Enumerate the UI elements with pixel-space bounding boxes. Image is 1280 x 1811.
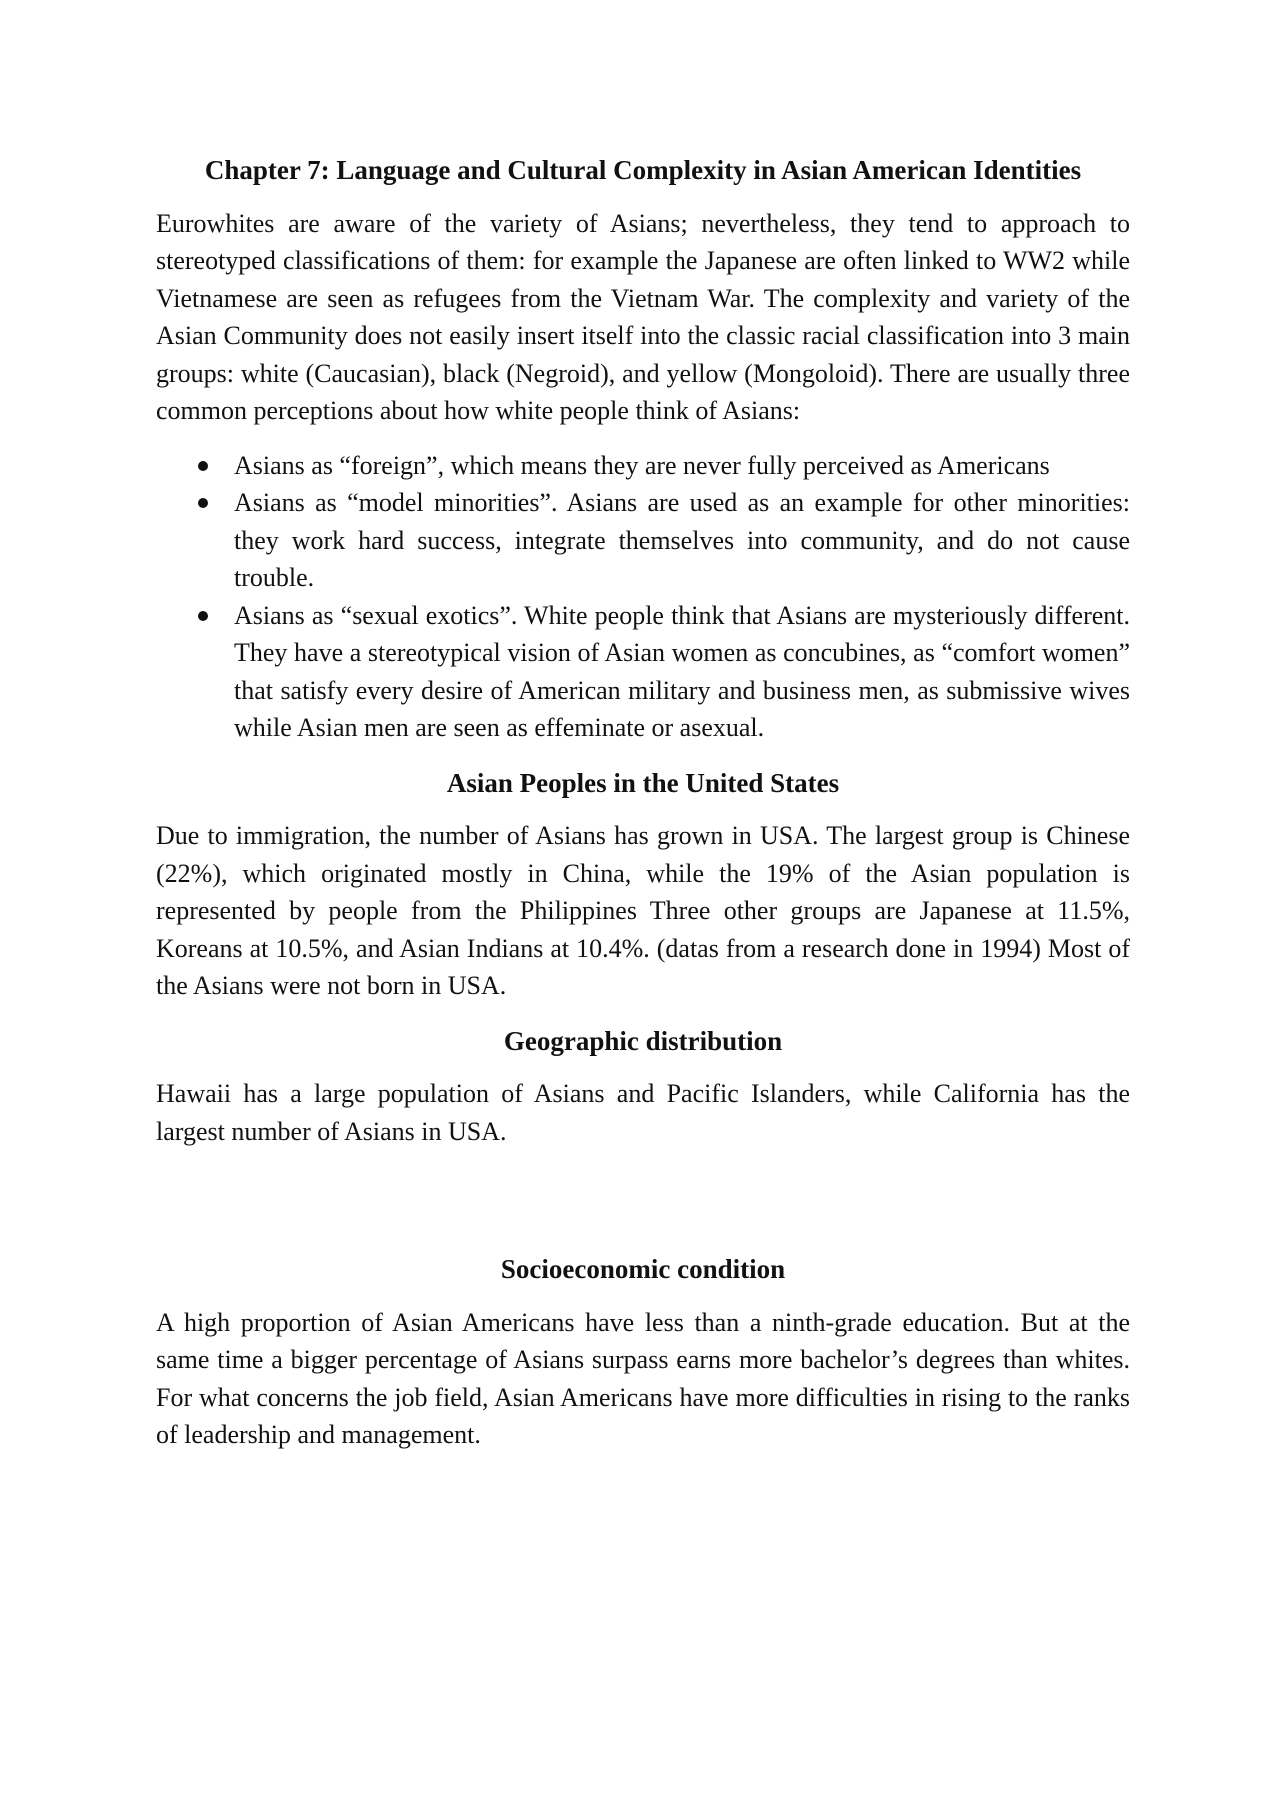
intro-paragraph: Eurowhites are aware of the variety of Asians; nevertheless, they tend to approach to stereotyped classifications of them: for example the Japanese are often linked to WW2 while Vietnamese are seen as refugees from the Vietnam War. The complexity and variety of the Asian Community does not easily insert itself into the classic racial classification into 3 main groups: white (Caucasian), black (Negroid), and yellow (Mongoloid). There are usually three common perceptions about how white people think of Asians: — [156, 208, 1130, 425]
list-item-text: Asians as “model minorities”. Asians are used as an example for other minorities: they work hard success, integrate themselves into community, and do not cause trouble. — [234, 488, 1130, 592]
list-item-text: Asians as “sexual exotics”. White people think that Asians are mysteriously different. They have a stereotypical vision of Asian women as concubines, as “comfort women” that satisfy every desire of American military and business men, as submissive wives while Asian men are seen as effeminate or asexual. — [234, 600, 1130, 742]
bullet-icon — [198, 611, 208, 621]
bullet-icon — [198, 461, 208, 471]
section-body-socioeconomic: A high proportion of Asian Americans have less than a ninth-grade education. But at the same time a bigger percentage of Asians surpass earns more bachelor’s degrees than whites. For what concerns the job field, Asian Americans have more difficulties in rising to the ranks of leadership and management. — [156, 1307, 1130, 1449]
list-item — [156, 484, 1130, 597]
document-page — [156, 152, 1130, 1454]
section-heading-geographic: Geographic distribution — [503, 1025, 783, 1056]
list-item — [156, 597, 1130, 747]
list-item-text: Asians as “foreign”, which means they are never fully perceived as Americans — [234, 450, 1050, 480]
bullet-icon — [198, 498, 208, 508]
section-heading-asian-peoples: Asian Peoples in the United States — [446, 767, 840, 798]
section-heading-socioeconomic: Socioeconomic condition — [500, 1254, 786, 1284]
perceptions-list — [156, 447, 1130, 747]
section-body-asian-peoples: Due to immigration, the number of Asians has grown in USA. The largest group is Chinese (22%), which originated mostly in China, while the 19% of the Asian population is represented by people from the Philippines Three other groups are Japanese at 11.5%, Koreans at 10.5%, and Asian Indians at 10.4%. (datas from a research done in 1994) Most of the Asians were not born in USA. — [156, 821, 1130, 1000]
blank-space — [156, 1150, 1130, 1233]
list-item — [156, 447, 1130, 485]
section-body-geographic: Hawaii has a large population of Asians and Pacific Islanders, while California has the largest number of Asians in USA. — [156, 1079, 1130, 1146]
chapter-title: Chapter 7: Language and Cultural Complexity in Asian American Identities — [204, 155, 1082, 185]
